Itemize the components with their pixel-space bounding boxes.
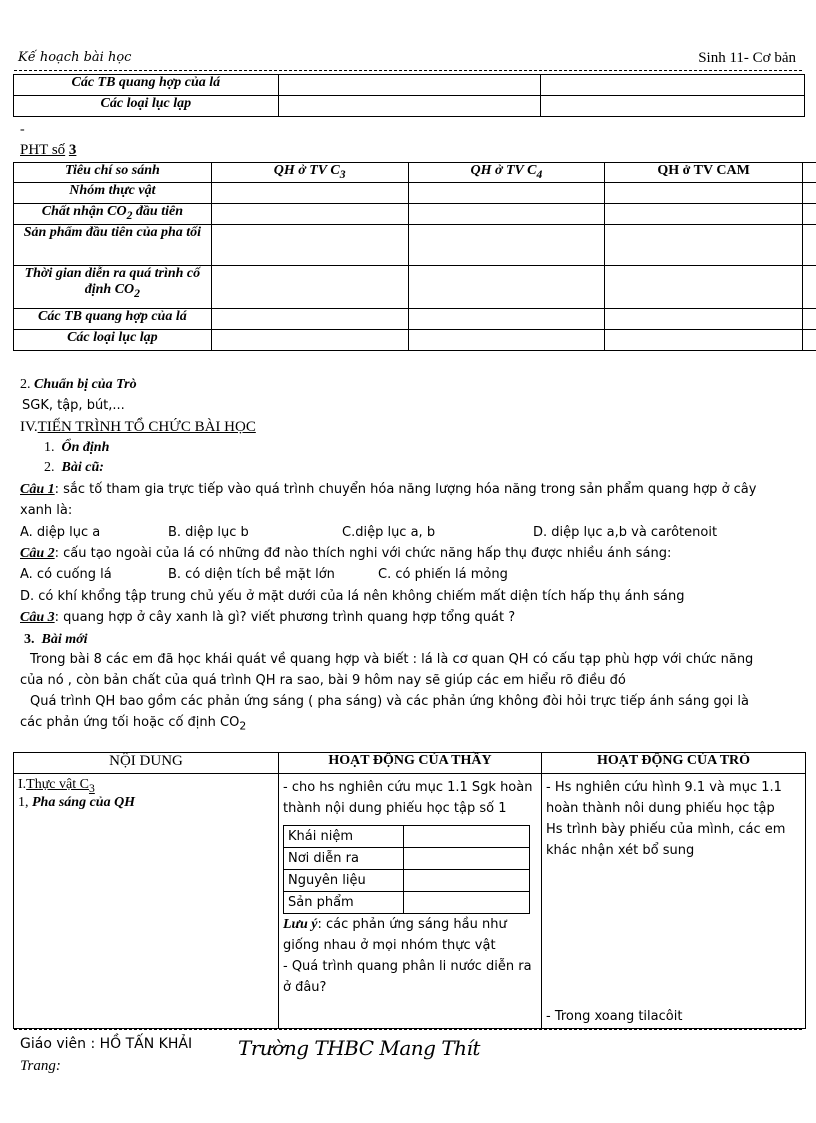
question-2: Câu 2: cấu tạo ngoài của lá có những đđ nào thích nghi với chức năng hấp thụ được nhiều ánh sáng:	[20, 546, 672, 561]
header-left: Kế hoạch bài học	[18, 50, 132, 65]
page-label: Trang:	[20, 1058, 61, 1074]
q1-option-a: A. diệp lục a	[20, 525, 101, 540]
q1-option-d: D. diệp lục a,b và carôtenoit	[533, 525, 718, 540]
step-2: 2. Bài cũ:	[44, 460, 104, 475]
pht3-header: QH ở TV $C_4$	[408, 163, 605, 183]
teacher-activity-1: - cho hs nghiên cứu mục 1.1 Sgk hoàn thành nội dung phiếu học tập số 1	[283, 780, 533, 816]
pht3-header: QH ở TV $C_3$	[211, 163, 408, 183]
question-1-cont: xanh là:	[20, 503, 73, 518]
note: Lưu ý: các phản ứng sáng hầu như giống nhau ở mọi nhóm thực vật	[283, 917, 507, 953]
q2-option-a: A. có cuống lá	[20, 567, 112, 582]
student-cell	[542, 774, 806, 1029]
step-1: 1. Ổn định	[44, 440, 110, 455]
section-title: I.Thực vật $C_3$	[18, 777, 95, 795]
pht3-row: Nhóm thực vật	[14, 183, 212, 204]
content-cell	[14, 774, 279, 1029]
worksheet-row: Sản phẩm	[284, 892, 404, 914]
q1-option-c: C.diệp lục a, b	[342, 525, 436, 540]
prep-items: SGK, tập, bút,...	[22, 398, 125, 413]
prep-heading: 2. Chuẩn bị của Trò	[20, 377, 137, 392]
pht3-header: Tiêu chí so sánh	[14, 163, 212, 183]
lesson-table	[13, 752, 806, 1029]
teacher-name: Giáo viên : HỒ TẤN KHẢI	[20, 1036, 193, 1052]
pht3-row: Các TB quang hợp của lá	[14, 309, 212, 330]
student-activity-3: - Trong xoang tilacôit	[546, 1009, 683, 1024]
worksheet-row: Nguyên liệu	[284, 870, 404, 892]
footer-divider	[14, 1029, 802, 1030]
q2-option-b: B. có diện tích bề mặt lớn	[168, 567, 335, 582]
pht3-header: QH ở TV CAM	[605, 163, 803, 183]
worksheet-table	[283, 825, 530, 914]
pht3-title-num: 3	[68, 142, 77, 158]
item-title: 1, Pha sáng của QH	[18, 794, 136, 810]
section-4-title: IV.TIẾN TRÌNH TỔ CHỨC BÀI HỌC	[20, 419, 256, 435]
intro-para-2-cont: các phản ứng tối hoặc cố định $CO_2$	[20, 715, 247, 733]
worksheet-row: Khái niệm	[284, 826, 404, 848]
pht3-row: Các loại lục lạp	[14, 330, 212, 351]
top-table-row: Các TB quang hợp của lá	[14, 75, 279, 96]
pht3-title	[20, 142, 76, 159]
intro-para-2: Quá trình QH bao gồm các phản ứng sáng ( pha sáng) và các phản ứng không đòi hỏi trực tiếp ánh sáng gọi là	[30, 694, 749, 709]
top-table	[13, 74, 805, 117]
top-table-row: Các loại lục lạp	[14, 96, 279, 117]
header-right: Sinh 11- Cơ bản	[698, 50, 796, 66]
worksheet-row: Nơi diễn ra	[284, 848, 404, 870]
intro-para-1-cont: của nó , còn bản chất của quá trình QH ra sao, bài 9 hôm nay sẽ giúp các em hiểu rõ điều đó	[20, 673, 626, 688]
lesson-table-header: HOẠT ĐỘNG CỦA THẦY	[279, 753, 542, 774]
lesson-table-header: NỘI DUNG	[14, 753, 279, 774]
student-activity-1: - Hs nghiên cứu hình 9.1 và mục 1.1 hoàn thành nôi dung phiếu học tập	[546, 780, 782, 816]
question-1: Câu 1: sắc tố tham gia trực tiếp vào quá trình chuyển hóa năng lượng hóa năng trong sản phẩm quang hợp ở cây	[20, 482, 757, 497]
header-divider	[14, 70, 802, 71]
question-3: Câu 3: quang hợp ở cây xanh là gì? viết phương trình quang hợp tổng quát ?	[20, 610, 516, 625]
pht3-table	[13, 162, 816, 351]
teacher-cell	[279, 774, 542, 1029]
intro-para-1: Trong bài 8 các em đã học khái quát về quang hợp và biết : lá là cơ quan QH có cấu tạp phù hợp với chức năng	[30, 652, 754, 667]
pht3-row: Thời gian diễn ra quá trình cố định $CO_2$	[14, 266, 212, 309]
q1-option-b: B. diệp lục b	[168, 525, 249, 540]
pht3-title-prefix: PHT số	[20, 142, 66, 158]
school-signature: Trường THBC Mang Thít	[238, 1036, 480, 1060]
pht3-row: Sản phẩm đầu tiên của pha tối	[14, 225, 212, 266]
teacher-activity-2: - Quá trình quang phân li nước diễn ra ở đâu?	[283, 959, 532, 995]
q2-option-c: C. có phiến lá mỏng	[378, 567, 508, 582]
pht3-row: Chất nhận $CO_2$ đầu tiên	[14, 204, 212, 225]
dash-marker: -	[20, 122, 25, 137]
student-activity-2: Hs trình bày phiếu của mình, các em khác nhận xét bổ sung	[546, 822, 786, 858]
q2-option-d: D. có khí khổng tập trung chủ yếu ở mặt dưới của lá nên không chiếm mất diện tích hấp thụ ánh sáng	[20, 589, 685, 604]
new-lesson-heading: 3. Bài mới	[24, 632, 88, 647]
lesson-table-header: HOẠT ĐỘNG CỦA TRÒ	[542, 753, 806, 774]
